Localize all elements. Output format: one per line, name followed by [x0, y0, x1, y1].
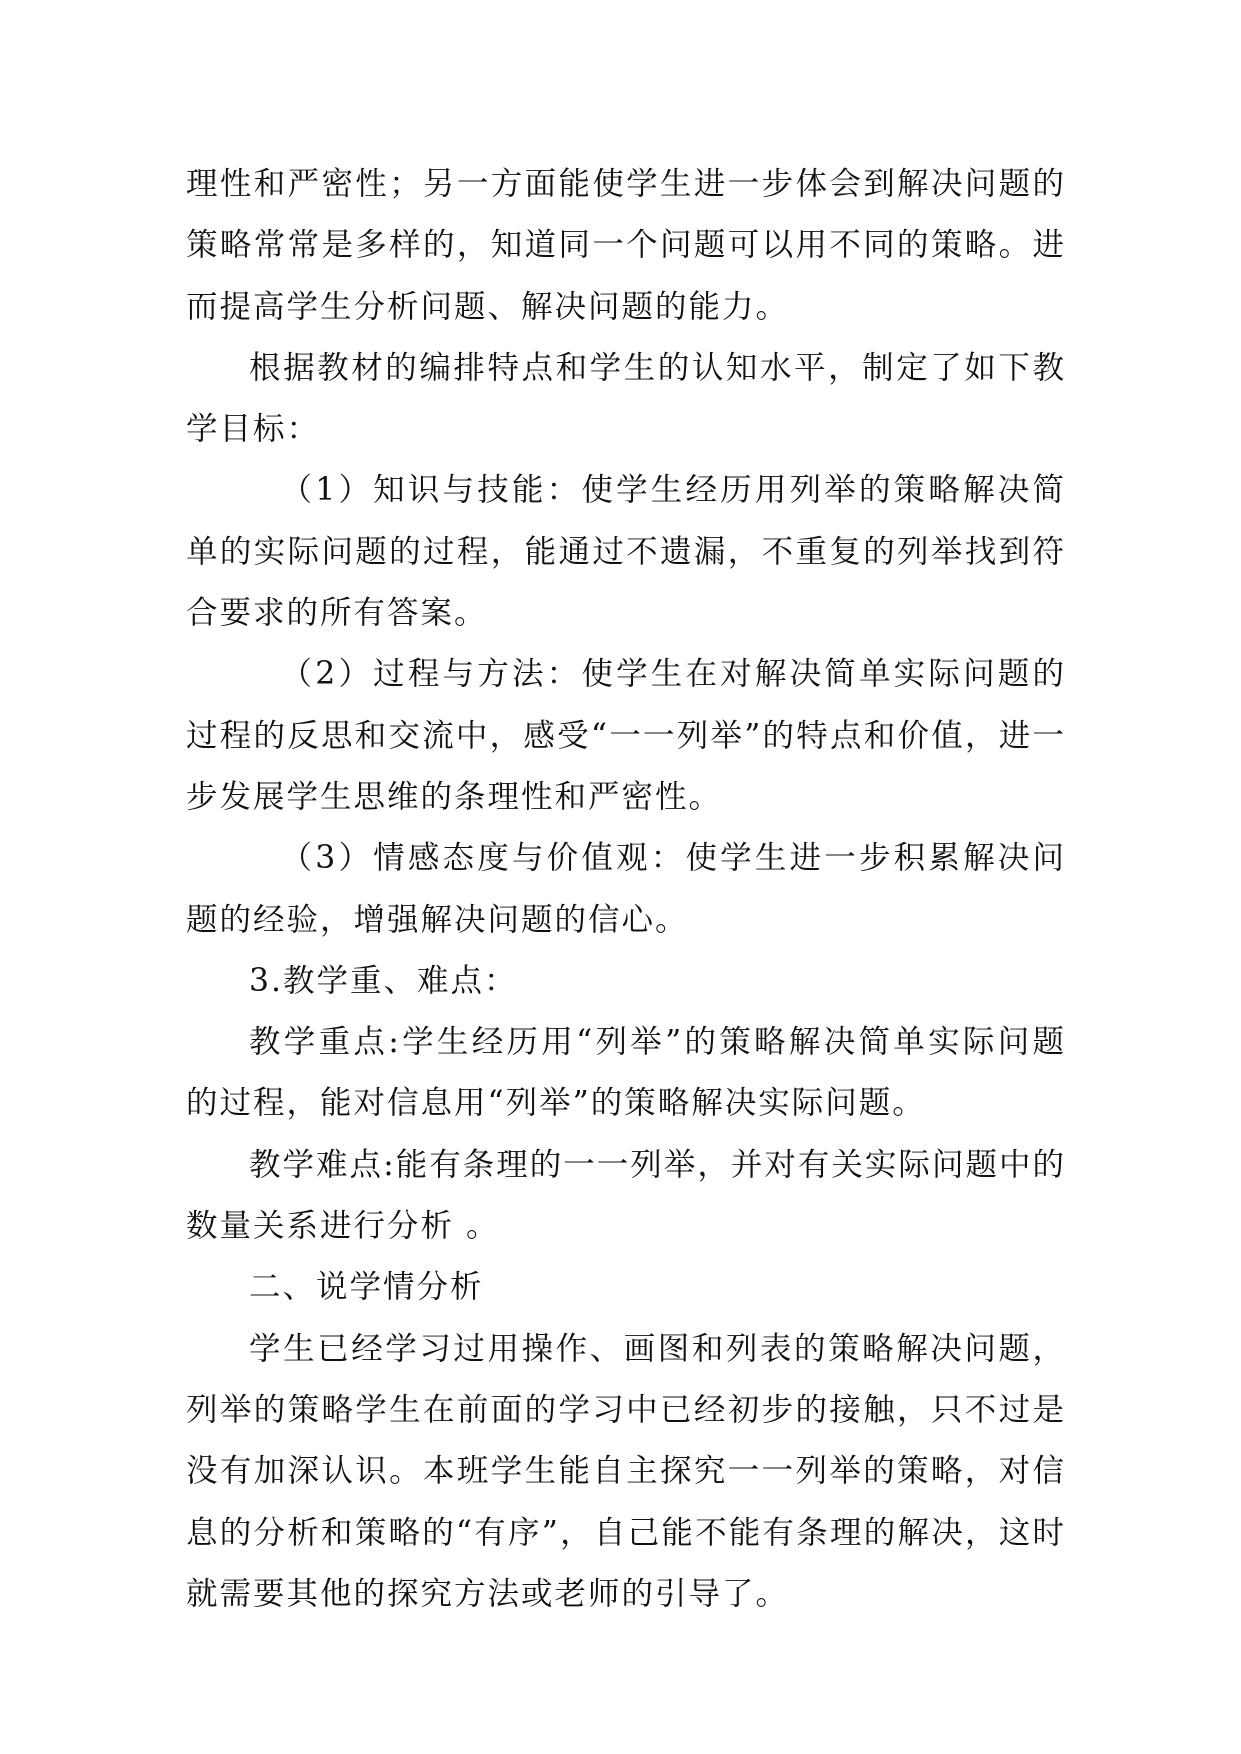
paragraph-goal-emotion: （3）情感态度与价值观：使学生进一步积累解决问题的经验，增强解决问题的信心。 — [186, 840, 1066, 938]
document-body — [186, 154, 1066, 1625]
heading-key-difficult-points: 3.教学重、难点： — [249, 962, 518, 999]
paragraph-goal-knowledge: （1）知识与技能：使学生经历用列举的策略解决简单的实际问题的过程，能通过不遗漏，不重复的列举找到符合要求的所有答案。 — [186, 472, 1066, 632]
paragraph-continuation: 理性和严密性；另一方面能使学生进一步体会到解决问题的策略常常是多样的，知道同一个问题可以用不同的策略。进而提高学生分析问题、解决问题的能力。 — [186, 166, 1066, 325]
paragraph-goal-process: （2）过程与方法：使学生在对解决简单实际问题的过程的反思和交流中，感受“一一列举”的特点和价值，进一步发展学生思维的条理性和严密性。 — [186, 656, 1066, 815]
heading-student-analysis: 二、说学情分析 — [249, 1269, 484, 1306]
paragraph-key-point: 教学重点:学生经历用“列举”的策略解决简单实际问题的过程，能对信息用“列举”的策略解决实际问题。 — [186, 1024, 1066, 1122]
paragraph-student-analysis: 学生已经学习过用操作、画图和列表的策略解决问题，列举的策略学生在前面的学习中已经初步的接触，只不过是没有加深认识。本班学生能自主探究一一列举的策略，对信息的分析和策略的“有序”，自己能不能有条理的解决，这时就需要其他的探究方法或老师的引导了。 — [186, 1330, 1066, 1612]
paragraph-difficult-point: 教学难点:能有条理的一一列举，并对有关实际问题中的数量关系进行分析 。 — [186, 1146, 1066, 1245]
paragraph-teaching-goals-intro: 根据教材的编排特点和学生的认知水平，制定了如下教学目标： — [186, 349, 1066, 448]
